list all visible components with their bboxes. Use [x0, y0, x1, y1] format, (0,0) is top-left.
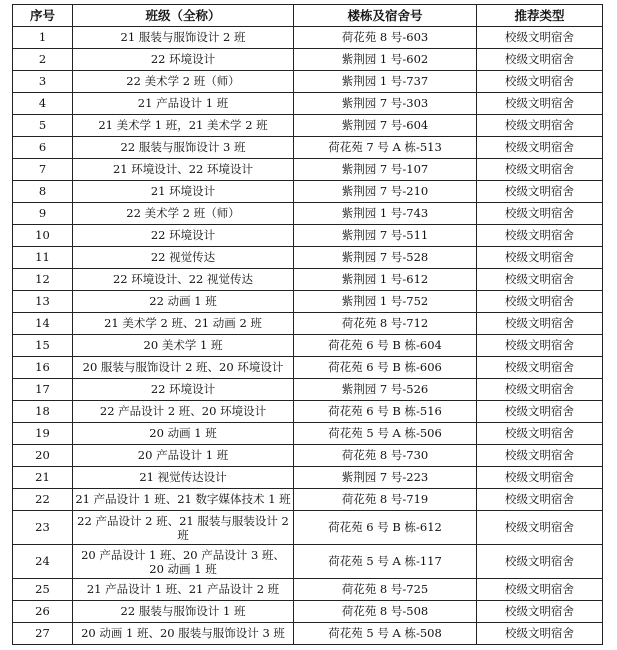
cell-no: 7 — [13, 159, 73, 181]
cell-no: 23 — [13, 511, 73, 545]
cell-type: 校级文明宿舍 — [477, 379, 603, 401]
header-class: 班级（全称） — [73, 5, 294, 27]
cell-no: 17 — [13, 379, 73, 401]
cell-room: 荷花苑 8 号-719 — [294, 489, 477, 511]
cell-type: 校级文明宿舍 — [477, 313, 603, 335]
cell-type: 校级文明宿舍 — [477, 181, 603, 203]
cell-room: 紫荆园 7 号-528 — [294, 247, 477, 269]
cell-type: 校级文明宿舍 — [477, 291, 603, 313]
cell-type: 校级文明宿舍 — [477, 357, 603, 379]
table-row — [13, 623, 603, 645]
cell-room: 紫荆园 7 号-526 — [294, 379, 477, 401]
table-row — [13, 247, 603, 269]
table-row — [13, 203, 603, 225]
cell-type: 校级文明宿舍 — [477, 137, 603, 159]
table-row — [13, 27, 603, 49]
cell-room: 紫荆园 1 号-612 — [294, 269, 477, 291]
table-row — [13, 489, 603, 511]
cell-type: 校级文明宿舍 — [477, 247, 603, 269]
cell-class: 20 产品设计 1 班、20 产品设计 3 班、20 动画 1 班 — [73, 545, 294, 579]
cell-no: 19 — [13, 423, 73, 445]
cell-type: 校级文明宿舍 — [477, 27, 603, 49]
cell-class: 21 美术学 1 班，21 美术学 2 班 — [73, 115, 294, 137]
table-row — [13, 225, 603, 247]
cell-type: 校级文明宿舍 — [477, 71, 603, 93]
cell-type: 校级文明宿舍 — [477, 225, 603, 247]
cell-no: 25 — [13, 579, 73, 601]
cell-no: 1 — [13, 27, 73, 49]
table-row — [13, 93, 603, 115]
cell-class: 20 美术学 1 班 — [73, 335, 294, 357]
cell-type: 校级文明宿舍 — [477, 93, 603, 115]
header-no: 序号 — [13, 5, 73, 27]
cell-type: 校级文明宿舍 — [477, 489, 603, 511]
cell-room: 荷花苑 8 号-730 — [294, 445, 477, 467]
table-row — [13, 71, 603, 93]
cell-class: 21 产品设计 1 班 — [73, 93, 294, 115]
cell-no: 14 — [13, 313, 73, 335]
cell-class: 21 环境设计、22 环境设计 — [73, 159, 294, 181]
table-row — [13, 423, 603, 445]
cell-class: 22 服装与服饰设计 1 班 — [73, 601, 294, 623]
dormitory-table — [12, 4, 603, 645]
cell-class: 21 产品设计 1 班、21 产品设计 2 班 — [73, 579, 294, 601]
cell-class: 20 服装与服饰设计 2 班、20 环境设计 — [73, 357, 294, 379]
table-row — [13, 445, 603, 467]
cell-class: 21 产品设计 1 班、21 数字媒体技术 1 班 — [73, 489, 294, 511]
header-room: 楼栋及宿舍号 — [294, 5, 477, 27]
cell-room: 紫荆园 7 号-604 — [294, 115, 477, 137]
cell-type: 校级文明宿舍 — [477, 467, 603, 489]
cell-room: 荷花苑 8 号-725 — [294, 579, 477, 601]
cell-room: 荷花苑 8 号-603 — [294, 27, 477, 49]
cell-class: 22 环境设计、22 视觉传达 — [73, 269, 294, 291]
cell-no: 5 — [13, 115, 73, 137]
cell-type: 校级文明宿舍 — [477, 401, 603, 423]
cell-room: 荷花苑 5 号 A 栋-117 — [294, 545, 477, 579]
cell-room: 荷花苑 6 号 B 栋-516 — [294, 401, 477, 423]
cell-room: 荷花苑 8 号-508 — [294, 601, 477, 623]
cell-no: 20 — [13, 445, 73, 467]
cell-class: 22 动画 1 班 — [73, 291, 294, 313]
cell-room: 紫荆园 7 号-511 — [294, 225, 477, 247]
cell-no: 4 — [13, 93, 73, 115]
cell-no: 22 — [13, 489, 73, 511]
table-row — [13, 137, 603, 159]
cell-room: 紫荆园 7 号-107 — [294, 159, 477, 181]
cell-class: 21 美术学 2 班、21 动画 2 班 — [73, 313, 294, 335]
cell-type: 校级文明宿舍 — [477, 601, 603, 623]
header-type: 推荐类型 — [477, 5, 603, 27]
cell-class: 22 环境设计 — [73, 49, 294, 71]
cell-no: 8 — [13, 181, 73, 203]
cell-no: 2 — [13, 49, 73, 71]
table-row — [13, 601, 603, 623]
cell-room: 紫荆园 1 号-737 — [294, 71, 477, 93]
cell-type: 校级文明宿舍 — [477, 269, 603, 291]
cell-class: 21 服装与服饰设计 2 班 — [73, 27, 294, 49]
table-row — [13, 269, 603, 291]
cell-class: 22 视觉传达 — [73, 247, 294, 269]
cell-class: 21 环境设计 — [73, 181, 294, 203]
cell-no: 26 — [13, 601, 73, 623]
cell-type: 校级文明宿舍 — [477, 49, 603, 71]
table-row — [13, 159, 603, 181]
table-body — [13, 27, 603, 645]
cell-type: 校级文明宿舍 — [477, 335, 603, 357]
cell-no: 24 — [13, 545, 73, 579]
cell-room: 荷花苑 8 号-712 — [294, 313, 477, 335]
cell-type: 校级文明宿舍 — [477, 115, 603, 137]
cell-no: 6 — [13, 137, 73, 159]
header-row — [13, 5, 603, 27]
table-row — [13, 579, 603, 601]
cell-type: 校级文明宿舍 — [477, 579, 603, 601]
cell-room: 紫荆园 7 号-210 — [294, 181, 477, 203]
table-row — [13, 313, 603, 335]
cell-no: 16 — [13, 357, 73, 379]
cell-no: 15 — [13, 335, 73, 357]
cell-no: 10 — [13, 225, 73, 247]
cell-type: 校级文明宿舍 — [477, 423, 603, 445]
table-row — [13, 49, 603, 71]
table-row — [13, 115, 603, 137]
cell-class: 20 产品设计 1 班 — [73, 445, 294, 467]
cell-type: 校级文明宿舍 — [477, 159, 603, 181]
cell-room: 紫荆园 7 号-303 — [294, 93, 477, 115]
table-row — [13, 335, 603, 357]
table-row — [13, 291, 603, 313]
cell-class: 22 产品设计 2 班、21 服装与服装设计 2 班 — [73, 511, 294, 545]
table-row — [13, 181, 603, 203]
cell-class: 20 动画 1 班 — [73, 423, 294, 445]
cell-no: 9 — [13, 203, 73, 225]
cell-class: 22 美术学 2 班（师） — [73, 71, 294, 93]
cell-room: 荷花苑 6 号 B 栋-604 — [294, 335, 477, 357]
cell-class: 22 服装与服饰设计 3 班 — [73, 137, 294, 159]
cell-room: 荷花苑 7 号 A 栋-513 — [294, 137, 477, 159]
table-row — [13, 379, 603, 401]
cell-room: 荷花苑 5 号 A 栋-508 — [294, 623, 477, 645]
cell-room: 紫荆园 1 号-743 — [294, 203, 477, 225]
cell-room: 紫荆园 7 号-223 — [294, 467, 477, 489]
cell-class: 22 环境设计 — [73, 225, 294, 247]
cell-no: 11 — [13, 247, 73, 269]
cell-type: 校级文明宿舍 — [477, 545, 603, 579]
cell-no: 3 — [13, 71, 73, 93]
cell-room: 紫荆园 1 号-602 — [294, 49, 477, 71]
cell-class: 22 环境设计 — [73, 379, 294, 401]
cell-no: 12 — [13, 269, 73, 291]
table-row — [13, 467, 603, 489]
cell-class: 21 视觉传达设计 — [73, 467, 294, 489]
table-row — [13, 511, 603, 545]
cell-class: 20 动画 1 班、20 服装与服饰设计 3 班 — [73, 623, 294, 645]
cell-no: 21 — [13, 467, 73, 489]
cell-type: 校级文明宿舍 — [477, 203, 603, 225]
table-row — [13, 545, 603, 579]
table-row — [13, 357, 603, 379]
cell-type: 校级文明宿舍 — [477, 623, 603, 645]
cell-type: 校级文明宿舍 — [477, 445, 603, 467]
cell-no: 27 — [13, 623, 73, 645]
cell-no: 18 — [13, 401, 73, 423]
cell-class: 22 美术学 2 班（师） — [73, 203, 294, 225]
table-row — [13, 401, 603, 423]
cell-type: 校级文明宿舍 — [477, 511, 603, 545]
cell-room: 荷花苑 6 号 B 栋-606 — [294, 357, 477, 379]
cell-class: 22 产品设计 2 班、20 环境设计 — [73, 401, 294, 423]
cell-room: 荷花苑 5 号 A 栋-506 — [294, 423, 477, 445]
cell-room: 紫荆园 1 号-752 — [294, 291, 477, 313]
cell-room: 荷花苑 6 号 B 栋-612 — [294, 511, 477, 545]
cell-no: 13 — [13, 291, 73, 313]
